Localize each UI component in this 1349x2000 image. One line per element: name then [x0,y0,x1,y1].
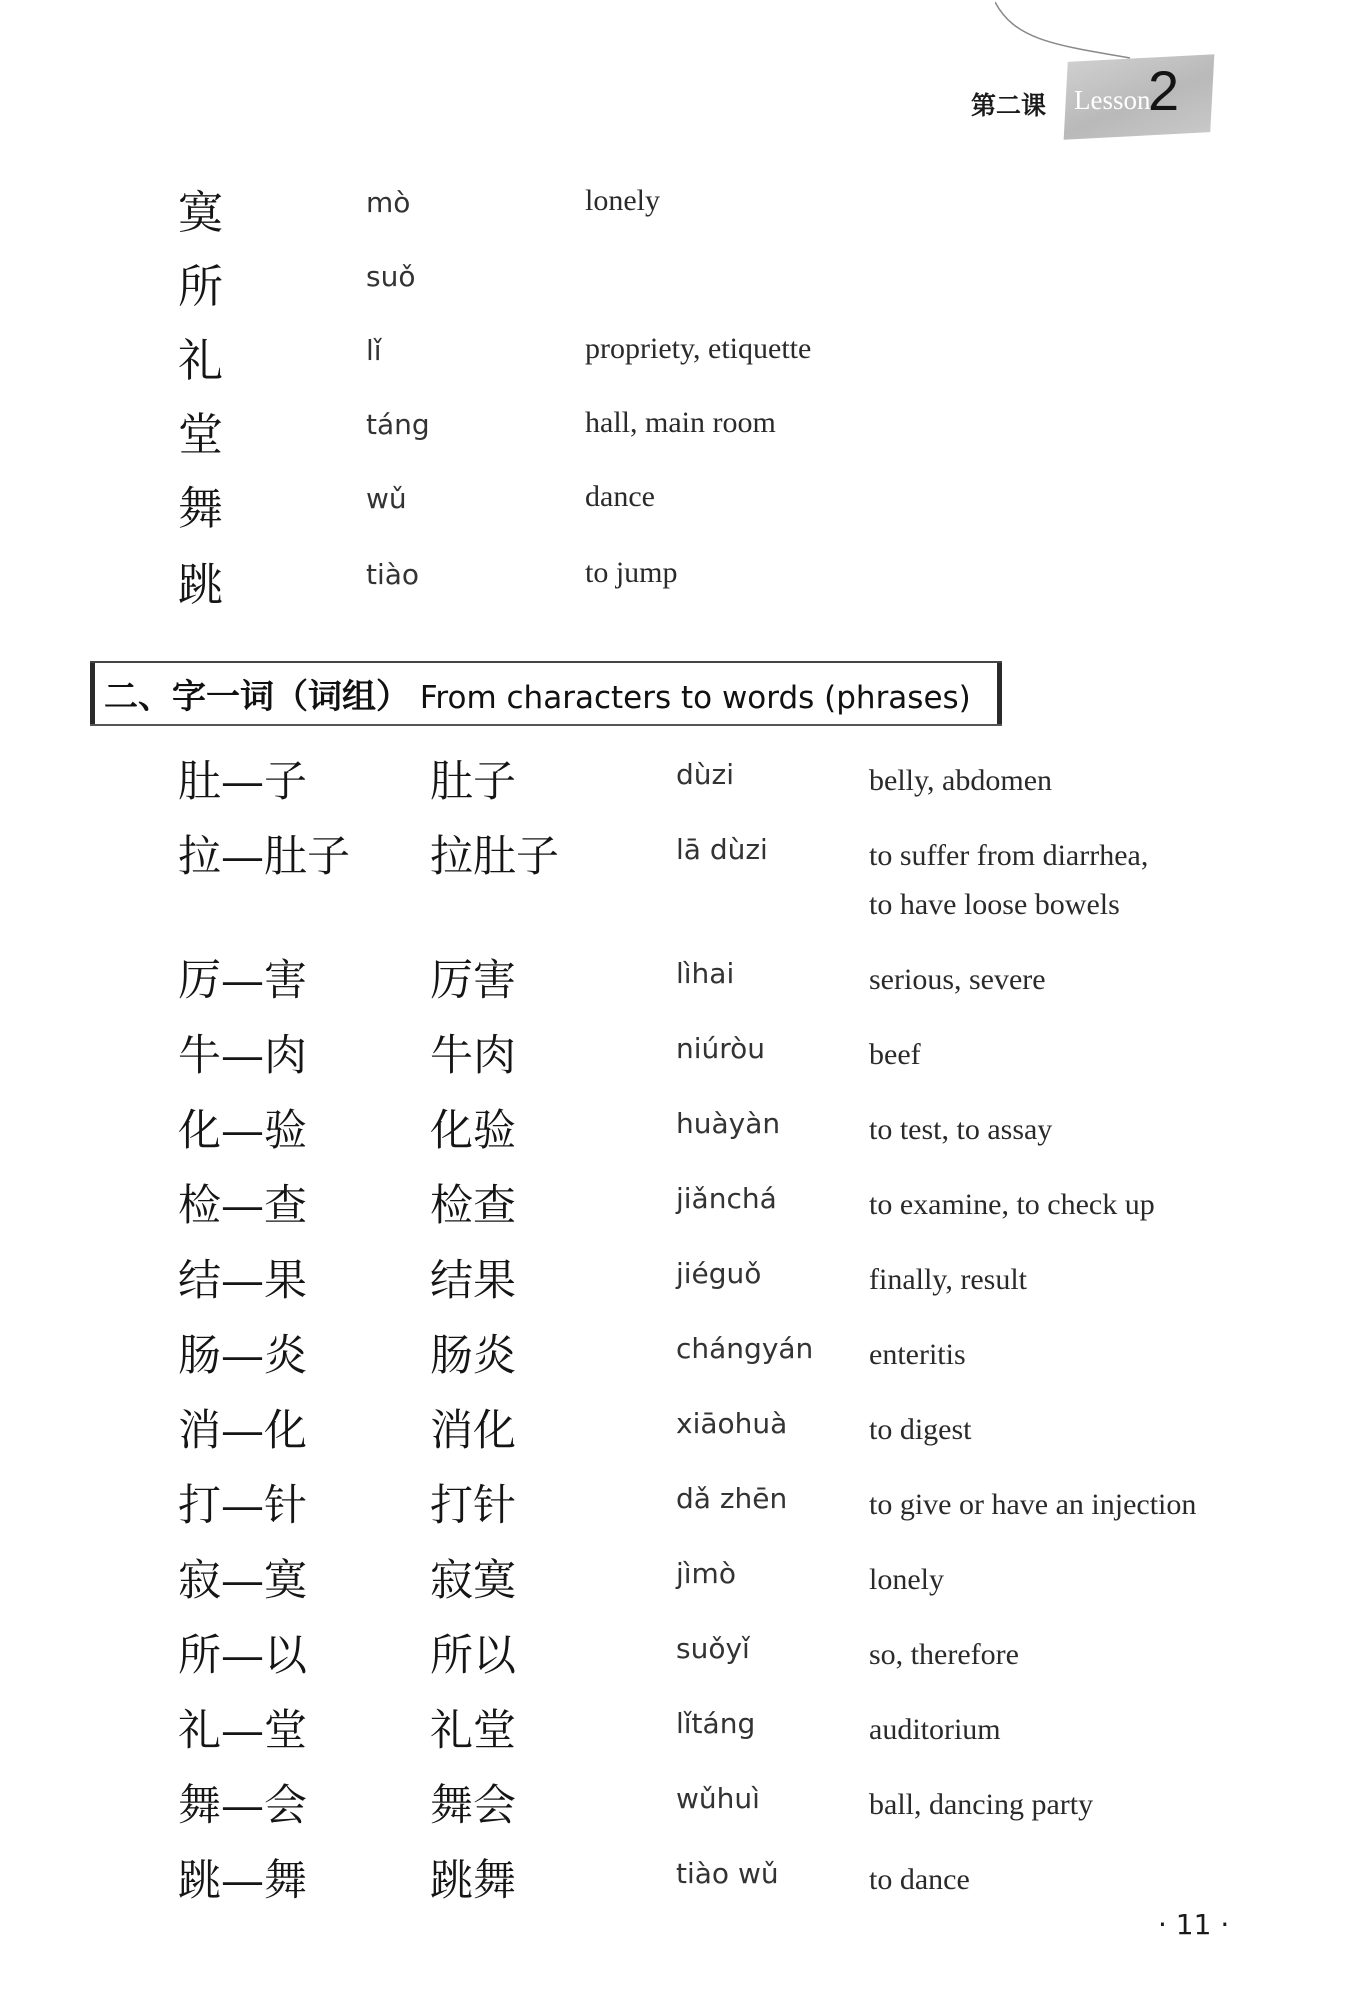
word-meaning [869,1180,1155,1229]
character: 所 [178,260,224,313]
word-pinyin: tiào wǔ [676,1857,779,1890]
word-meaning-line: serious, severe [869,963,1046,996]
character-pinyin: mò [366,186,411,219]
word: 厉害 [430,956,516,1006]
character-combination: 打—针 [178,1481,307,1531]
word-meaning-line: auditorium [869,1713,1001,1746]
word-meaning-line: to give or have an injection [869,1488,1197,1521]
section-heading-english: From characters to words (phrases) [419,680,971,716]
word: 礼堂 [430,1706,516,1756]
character-combination: 舞—会 [178,1781,307,1831]
character-meaning: propriety, etiquette [585,332,812,365]
word: 结果 [430,1256,516,1306]
character-combination: 厉—害 [178,956,307,1006]
character-combination: 礼—堂 [178,1706,307,1756]
word-meaning-line: to examine, to check up [869,1188,1155,1221]
character-pinyin: tiào [366,558,420,591]
word-meaning-line: to suffer from diarrhea, [869,839,1149,872]
word-meaning-line: finally, result [869,1263,1028,1296]
word-meaning-line: to dance [869,1863,970,1896]
character-pinyin: suǒ [366,260,416,293]
word-pinyin: dǎ zhēn [676,1482,788,1515]
lesson-number: 2 [1148,59,1180,122]
word: 拉肚子 [430,832,559,882]
word-pinyin: dùzi [676,758,734,791]
character-combination: 牛—肉 [178,1031,307,1081]
word-pinyin: huàyàn [676,1107,781,1140]
character-combination: 肚—子 [178,757,307,807]
word-meaning [869,1855,970,1904]
word-pinyin: suǒyǐ [676,1632,750,1665]
word-meaning [869,1105,1052,1154]
word-meaning-line: so, therefore [869,1638,1019,1671]
word: 消化 [430,1406,516,1456]
character-pinyin: táng [366,408,430,441]
character: 跳 [178,558,224,611]
character-meaning: dance [585,480,655,513]
word-meaning-line: lonely [869,1563,944,1596]
word-meaning-line: to test, to assay [869,1113,1053,1146]
character-combination: 肠—炎 [178,1331,307,1381]
word: 跳舞 [430,1856,516,1906]
word: 肚子 [430,757,516,807]
word-pinyin: lìhai [676,957,735,990]
word-pinyin: wǔhuì [676,1782,760,1815]
word-pinyin: jìmò [676,1557,736,1590]
word: 检查 [430,1181,516,1231]
character-combination: 消—化 [178,1406,307,1456]
word: 化验 [430,1106,516,1156]
word-pinyin: niúròu [676,1032,766,1065]
word-meaning [869,1555,944,1604]
word-meaning-line: ball, dancing party [869,1788,1094,1821]
character-meaning: lonely [585,184,660,217]
word-meaning [869,831,1148,929]
word: 寂寞 [430,1556,516,1606]
character-combination: 寂—寞 [178,1556,307,1606]
word-meaning [869,1705,1001,1754]
word: 舞会 [430,1781,516,1831]
word-meaning-line: to have loose bowels [869,888,1120,921]
word: 打针 [430,1481,516,1531]
character-combination: 结—果 [178,1256,307,1306]
word: 所以 [430,1631,516,1681]
word: 肠炎 [430,1331,516,1381]
word-meaning-line: beef [869,1038,921,1071]
word-meaning [869,1630,1019,1679]
character-combination: 所—以 [178,1631,307,1681]
character-combination: 跳—舞 [178,1856,307,1906]
word-meaning [869,1255,1027,1304]
character: 寞 [178,186,224,239]
word-meaning-line: enteritis [869,1338,966,1371]
character-pinyin: wǔ [366,482,407,515]
word-pinyin: lā dùzi [676,833,768,866]
lesson-label-chinese: 第二课 [971,91,1047,120]
word-pinyin: chángyán [676,1332,814,1365]
word-meaning [869,955,1046,1004]
word-meaning [869,1330,966,1379]
page-number: · 11 · [1158,1908,1230,1941]
word-meaning [869,1030,921,1079]
character-meaning: to jump [585,556,678,589]
character: 舞 [178,482,224,535]
section-heading [104,669,971,718]
character: 礼 [178,334,224,387]
word-meaning-line: to digest [869,1413,972,1446]
word-meaning [869,1780,1093,1829]
word-pinyin: jiǎnchá [676,1182,777,1215]
word-pinyin: xiāohuà [676,1407,788,1440]
word-pinyin: lǐtáng [676,1707,756,1740]
character-meaning: hall, main room [585,406,776,439]
section-heading-chinese: 二、字一词（词组） [104,677,410,717]
word-meaning-line: belly, abdomen [869,764,1053,797]
word: 牛肉 [430,1031,516,1081]
character-combination: 拉—肚子 [178,832,350,882]
character-combination: 检—查 [178,1181,307,1231]
lesson-label-english: Lesson [1074,85,1151,115]
character-combination: 化—验 [178,1106,307,1156]
word-meaning [869,1480,1196,1529]
word-meaning [869,1405,972,1454]
character-pinyin: lǐ [366,334,382,367]
word-meaning [869,756,1052,805]
word-pinyin: jiéguǒ [676,1257,762,1290]
character: 堂 [178,408,224,461]
